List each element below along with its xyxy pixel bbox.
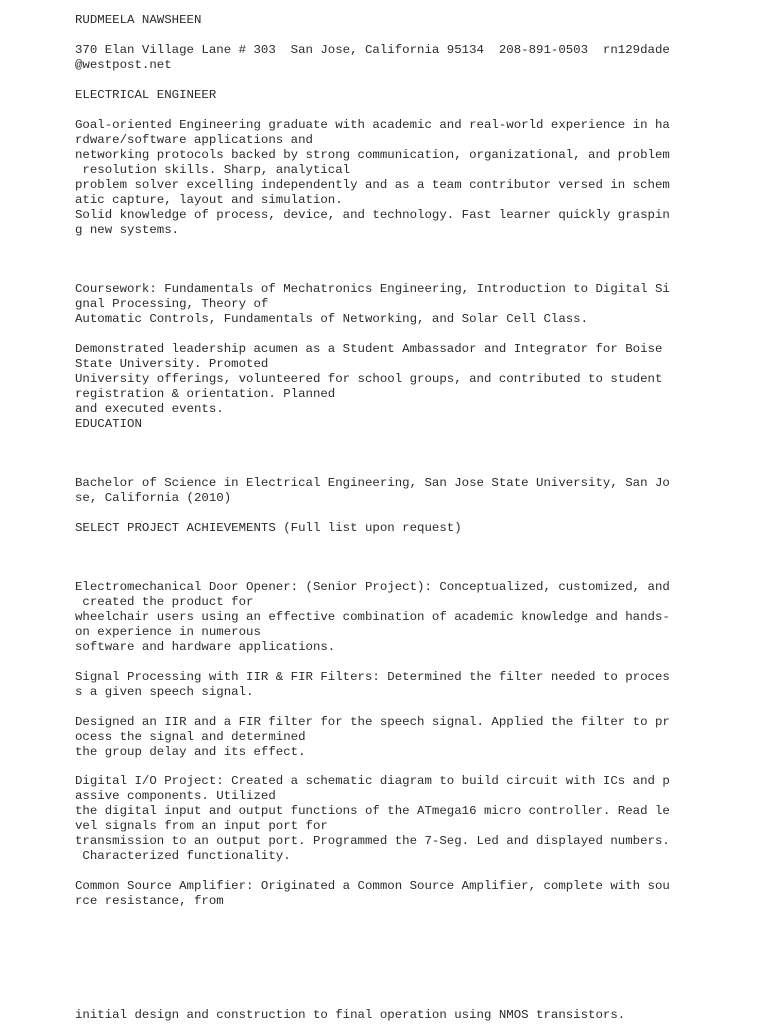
summary-line: g new systems. bbox=[75, 223, 180, 237]
project-line: wheelchair users using an effective combination of academic knowledge and hands- bbox=[75, 610, 670, 624]
leadership-line: registration & orientation. Planned bbox=[75, 387, 336, 401]
projects-heading: SELECT PROJECT ACHIEVEMENTS (Full list upon request) bbox=[75, 521, 462, 535]
project-line: assive components. Utilized bbox=[75, 789, 276, 803]
project-line: Signal Processing with IIR & FIR Filters: Determined the filter needed to proces bbox=[75, 670, 670, 684]
summary-line: Goal-oriented Engineering graduate with academic and real-world experience in ha bbox=[75, 118, 670, 132]
project-line: ocess the signal and determined bbox=[75, 730, 306, 744]
summary-line: atic capture, layout and simulation. bbox=[75, 193, 343, 207]
project-line: created the product for bbox=[75, 595, 254, 609]
job-title: ELECTRICAL ENGINEER bbox=[75, 88, 217, 102]
project-line: s a given speech signal. bbox=[75, 685, 254, 699]
summary-line: rdware/software applications and bbox=[75, 133, 313, 147]
leadership-line: University offerings, volunteered for school groups, and contributed to student bbox=[75, 372, 663, 386]
project-line: Common Source Amplifier: Originated a Common Source Amplifier, complete with sou bbox=[75, 879, 670, 893]
project-line: transmission to an output port. Programmed the 7-Seg. Led and displayed numbers. bbox=[75, 834, 670, 848]
project-line: Characterized functionality. bbox=[75, 849, 291, 863]
summary-line: networking protocols backed by strong communication, organizational, and problem bbox=[75, 148, 670, 162]
project-line: Designed an IIR and a FIR filter for the speech signal. Applied the filter to pr bbox=[75, 715, 670, 729]
contact-line: 370 Elan Village Lane # 303 San Jose, California 95134 208-891-0503 rn129dade bbox=[75, 43, 670, 57]
project-line: initial design and construction to final operation using NMOS transistors. bbox=[75, 1008, 626, 1022]
project-line: Electromechanical Door Opener: (Senior Project): Conceptualized, customized, and bbox=[75, 580, 670, 594]
leadership-line: and executed events. bbox=[75, 402, 224, 416]
coursework-line: gnal Processing, Theory of bbox=[75, 297, 269, 311]
project-line: Digital I/O Project: Created a schematic diagram to build circuit with ICs and p bbox=[75, 774, 670, 788]
summary-line: problem solver excelling independently and as a team contributor versed in schem bbox=[75, 178, 670, 192]
contact-line: @westpost.net bbox=[75, 58, 172, 72]
candidate-name: RUDMEELA NAWSHEEN bbox=[75, 13, 202, 27]
project-line: the digital input and output functions of the ATmega16 micro controller. Read le bbox=[75, 804, 670, 818]
project-line: vel signals from an input port for bbox=[75, 819, 328, 833]
summary-line: Solid knowledge of process, device, and technology. Fast learner quickly graspin bbox=[75, 208, 670, 222]
project-line: the group delay and its effect. bbox=[75, 745, 306, 759]
project-line: software and hardware applications. bbox=[75, 640, 336, 654]
education-heading: EDUCATION bbox=[75, 417, 142, 431]
coursework-line: Automatic Controls, Fundamentals of Networking, and Solar Cell Class. bbox=[75, 312, 589, 326]
degree-line: Bachelor of Science in Electrical Engineering, San Jose State University, San Jo bbox=[75, 476, 670, 490]
project-line: rce resistance, from bbox=[75, 894, 224, 908]
degree-line: se, California (2010) bbox=[75, 491, 232, 505]
leadership-line: Demonstrated leadership acumen as a Student Ambassador and Integrator for Boise bbox=[75, 342, 663, 356]
project-line: on experience in numerous bbox=[75, 625, 261, 639]
coursework-line: Coursework: Fundamentals of Mechatronics Engineering, Introduction to Digital Si bbox=[75, 282, 670, 296]
leadership-line: State University. Promoted bbox=[75, 357, 269, 371]
summary-line: resolution skills. Sharp, analytical bbox=[75, 163, 351, 177]
